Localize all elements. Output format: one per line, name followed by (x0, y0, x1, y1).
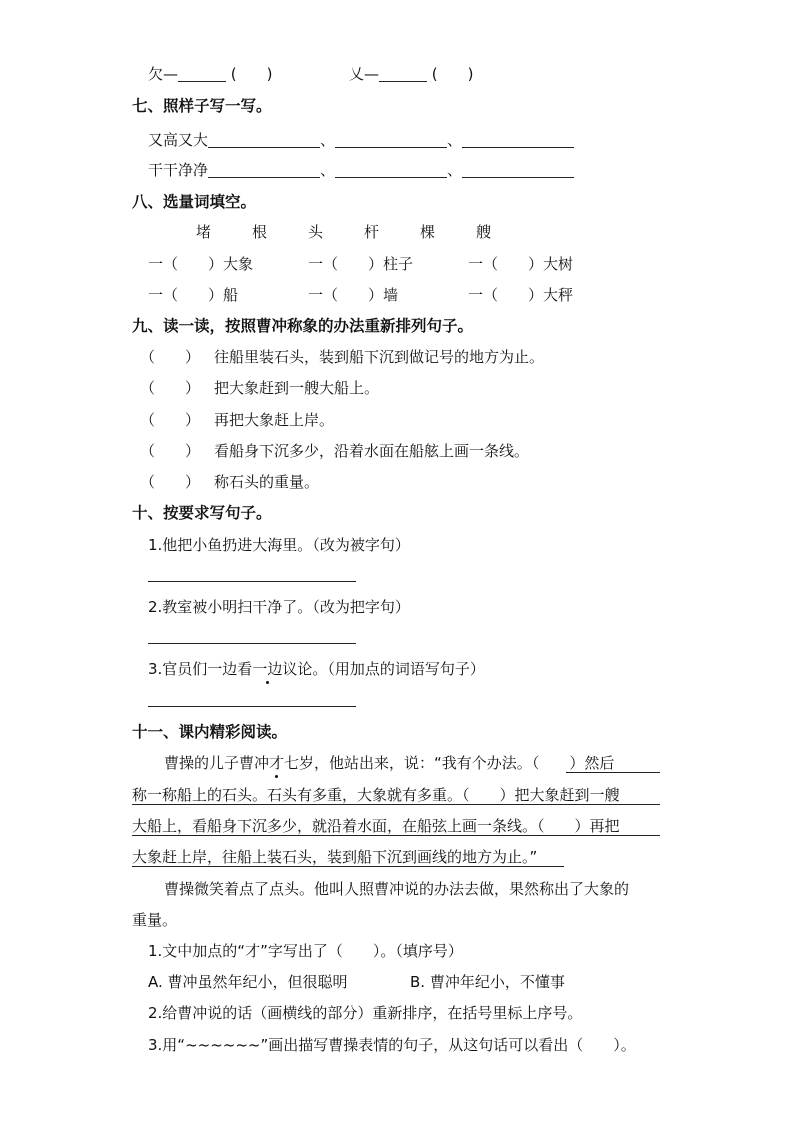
reading-q3: 3.用“~~~~~~”画出描写曹操表情的句子，从这句话可以看出（ ）。 (148, 1036, 636, 1054)
order-item-4 (140, 441, 529, 461)
char-pair-1-label: 欠— (148, 65, 179, 83)
pattern-row-2-blank-2[interactable] (335, 161, 447, 178)
section-9-heading: 九、读一读，按照曹冲称象的办法重新排列句子。 (132, 317, 474, 335)
fill-item[interactable]: 一（ ）大象 (148, 255, 254, 273)
pattern-row-1-blank-3[interactable] (462, 131, 574, 148)
dotted-char: 才 (269, 754, 285, 772)
passage-text: 曹操的儿子曹冲 (164, 754, 270, 772)
measure-word-3: 头 (308, 223, 324, 241)
measure-word-5: 棵 (420, 223, 436, 241)
order-text: 称石头的重量。 (214, 473, 320, 491)
order-text: 看船身下沉多少，沿着水面在船舷上画一条线。 (214, 442, 530, 460)
fill-item[interactable]: 一（ ）墙 (308, 286, 399, 304)
section-7-heading: 七、照样子写一写。 (132, 97, 272, 115)
underline (132, 835, 660, 836)
answer-line-3[interactable] (148, 706, 356, 707)
pattern-row-2-blank-3[interactable] (462, 161, 574, 178)
char-pair-2-paren: ( ) (431, 65, 474, 83)
pattern-row-1 (148, 130, 574, 150)
char-pair-1-blank[interactable] (178, 65, 226, 82)
pattern-row-2-example: 干干净净 (148, 161, 209, 179)
char-pair-2-blank[interactable] (379, 65, 427, 82)
separator: 、 (447, 161, 463, 179)
order-paren[interactable]: （ ） (140, 473, 201, 491)
passage-text: 大象赶上岸，往船上装石头，装到船下沉到画线的地方为止。 (132, 848, 530, 866)
char-pair-2-label: 乂— (349, 65, 380, 83)
passage-text: ” (529, 848, 538, 866)
separator: 、 (320, 161, 336, 179)
order-paren[interactable]: （ ） (140, 442, 201, 460)
dotted-word: 一边 (252, 660, 283, 678)
pattern-row-1-blank-1[interactable] (208, 131, 320, 148)
underlined-text: （ ）然后 (531, 754, 615, 772)
char-pair-2 (349, 64, 474, 84)
measure-word-1: 堵 (196, 223, 212, 241)
fill-item[interactable]: 一（ ）柱子 (308, 255, 414, 273)
pattern-row-2-blank-1[interactable] (208, 161, 320, 178)
order-item-1 (140, 347, 544, 367)
pattern-row-1-blank-2[interactable] (335, 131, 447, 148)
passage-line-4 (132, 847, 537, 867)
passage-line-6: 重量。 (132, 911, 178, 929)
reading-q1: 1.文中加点的“才”字写出了（ ）。（填序号） (148, 942, 463, 960)
pattern-row-1-example: 又高又大 (148, 131, 209, 149)
reading-q2: 2.给曹冲说的话（画横线的部分）重新排序，在括号里标上序号。 (148, 1004, 583, 1022)
passage-line-3: 大船上，看船身下沉多少，就沿着水面，在船弦上画一条线。（ ）再把 (132, 817, 620, 835)
option-b[interactable]: B. 曹冲年纪小，不懂事 (410, 973, 565, 991)
rewrite-q1: 1.他把小鱼扔进大海里。（改为被字句） (148, 536, 410, 554)
passage-line-5: 曹操微笑着点了点头。他叫人照曹冲说的办法去做，果然称出了大象的 (164, 880, 630, 898)
section-8-heading: 八、选量词填空。 (132, 193, 257, 211)
underline (132, 866, 564, 867)
section-11-heading: 十一、课内精彩阅读。 (132, 723, 288, 741)
passage-text: 七岁，他站出来，说：“我有个办法。 (284, 754, 532, 772)
answer-line-2[interactable] (148, 643, 356, 644)
order-paren[interactable]: （ ） (140, 348, 201, 366)
underline (132, 804, 660, 805)
order-text: 再把大象赶上岸。 (214, 411, 335, 429)
char-pair-1-paren: ( ) (230, 65, 273, 83)
option-a[interactable]: A. 曹冲虽然年纪小，但很聪明 (148, 973, 348, 991)
answer-line-1[interactable] (148, 581, 356, 582)
char-pair-1 (148, 64, 273, 84)
measure-word-4: 杆 (364, 223, 380, 241)
q3-text-b: 议论。（用加点的词语写句子） (282, 660, 485, 678)
order-paren[interactable]: （ ） (140, 411, 201, 429)
order-item-3 (140, 410, 334, 430)
order-text: 往船里装石头，装到船下沉到做记号的地方为止。 (214, 348, 545, 366)
order-text: 把大象赶到一艘大船上。 (214, 379, 380, 397)
order-item-5 (140, 472, 319, 492)
separator: 、 (447, 131, 463, 149)
q3-text-a: 3.官员们一边看 (148, 660, 253, 678)
fill-item[interactable]: 一（ ）大树 (468, 255, 574, 273)
order-item-2 (140, 378, 379, 398)
passage-line-1 (164, 753, 614, 773)
section-10-heading: 十、按要求写句子。 (132, 504, 272, 522)
underline (566, 772, 660, 773)
measure-word-2: 根 (252, 223, 268, 241)
order-paren[interactable]: （ ） (140, 379, 201, 397)
rewrite-q2: 2.教室被小明扫干净了。（改为把字句） (148, 598, 410, 616)
fill-item[interactable]: 一（ ）船 (148, 286, 239, 304)
rewrite-q3 (148, 659, 485, 679)
pattern-row-2 (148, 160, 574, 180)
passage-line-2: 称一称船上的石头。石头有多重，大象就有多重。（ ）把大象赶到一艘 (132, 786, 620, 804)
separator: 、 (320, 131, 336, 149)
fill-item[interactable]: 一（ ）大秤 (468, 286, 574, 304)
measure-word-6: 艘 (476, 223, 492, 241)
